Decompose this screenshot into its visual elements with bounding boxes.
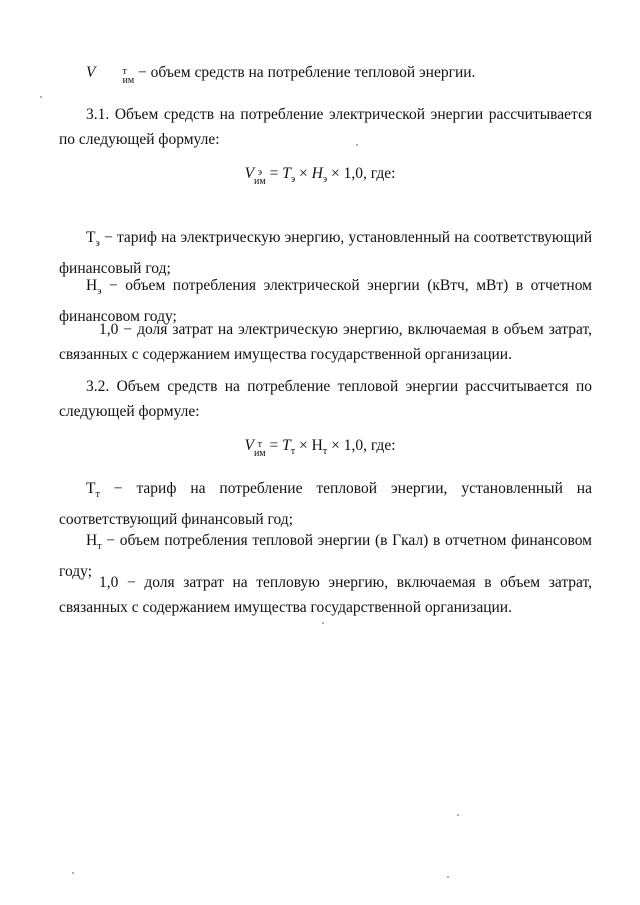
def-electric-tariff-text: − тариф на электрическую энергию, установленный на соответствующий финансовый год;	[59, 229, 592, 278]
formula-electric-sub: им	[254, 176, 266, 187]
def-electric-tariff-sub: э	[95, 238, 100, 250]
section-3-2-heading: 3.2. Объем средств на потребление тепловой энергии рассчитывается по следующей формуле:	[59, 378, 592, 420]
scan-speck	[72, 872, 74, 874]
formula-heat-eq: =	[269, 437, 279, 454]
def-heat-tariff-symbol: Т	[86, 480, 96, 497]
formula-heat-t-sub: т	[290, 446, 296, 458]
def-heat-volume-text: − объем потребления тепловой энергии (в Гкал) в отчетном финансовом году;	[59, 532, 592, 581]
def-heat-tariff-sub: т	[95, 489, 100, 501]
formula-heat-tail: , где:	[363, 437, 396, 454]
formula-heat-t: T	[282, 437, 291, 454]
formula-electric-factor: 1,0	[343, 165, 364, 182]
def-heat-volume-symbol: Н	[86, 532, 98, 549]
formula-electric-times-2: ×	[331, 165, 340, 182]
section-3-1-heading: 3.1. Объем средств на потребление электрической энергии рассчитывается по следующей формуле:	[59, 106, 592, 148]
scan-speck	[322, 622, 324, 624]
formula-heat-h: Н	[311, 437, 323, 454]
def-electric-share: 1,0 − доля затрат на электрическую энергию, включаемая в объем затрат, связанных с содержанием имущества государственной организации.	[59, 321, 592, 363]
formula-electric-eq: =	[269, 165, 279, 182]
formula-heat-index	[254, 440, 266, 458]
def-electric-volume-text: − объем потребления электрической энергии (кВтч, мВт) в отчетном финансовом году;	[59, 277, 592, 326]
formula-electric-t-sub: э	[290, 174, 296, 186]
scan-speck	[447, 876, 449, 878]
intro-sup: т	[122, 66, 127, 77]
intro-index	[95, 67, 134, 85]
formula-heat-factor: 1,0	[343, 437, 364, 454]
def-electric-volume-symbol: Н	[86, 277, 98, 294]
def-heat-tariff	[59, 476, 592, 532]
formula-heat-sup: т	[257, 439, 262, 450]
formula-heat-h-sub: т	[322, 446, 328, 458]
formula-heat-sub: им	[253, 448, 266, 459]
formula-heat-times-2: ×	[331, 437, 340, 454]
def-heat-tariff-text: − тариф на потребление тепловой энергии, установленный на соответствующий финансовый год;	[59, 480, 592, 529]
formula-electric-tail: , где:	[363, 165, 396, 182]
formula-electric-h: H	[311, 165, 323, 182]
formula-electric	[0, 163, 640, 191]
formula-electric-sup: э	[257, 167, 263, 178]
intro-text: − объем средств на потребление тепловой энергии.	[134, 64, 476, 81]
def-electric-volume-sub: э	[97, 286, 102, 298]
scan-speck	[40, 96, 42, 98]
intro-definition	[59, 60, 592, 85]
formula-electric-times-1: ×	[299, 165, 308, 182]
formula-electric-t: T	[282, 165, 291, 182]
formula-electric-h-sub: э	[322, 174, 328, 186]
def-heat-share: 1,0 − доля затрат на тепловую энергию, включаемая в объем затрат, связанных с содержанием имущества государственной организации.	[59, 574, 592, 616]
scan-speck	[457, 814, 459, 816]
intro-sub: им	[122, 75, 135, 86]
def-electric-tariff-symbol: Т	[86, 229, 96, 246]
formula-heat-times-1: ×	[299, 437, 308, 454]
formula-electric-v: V	[244, 165, 255, 182]
v-symbol: V	[86, 64, 96, 81]
formula-electric-index	[254, 168, 266, 186]
scan-speck	[356, 144, 358, 146]
formula-heat-v: V	[244, 437, 254, 454]
formula-heat	[0, 435, 640, 463]
def-heat-volume-sub: т	[97, 541, 102, 553]
